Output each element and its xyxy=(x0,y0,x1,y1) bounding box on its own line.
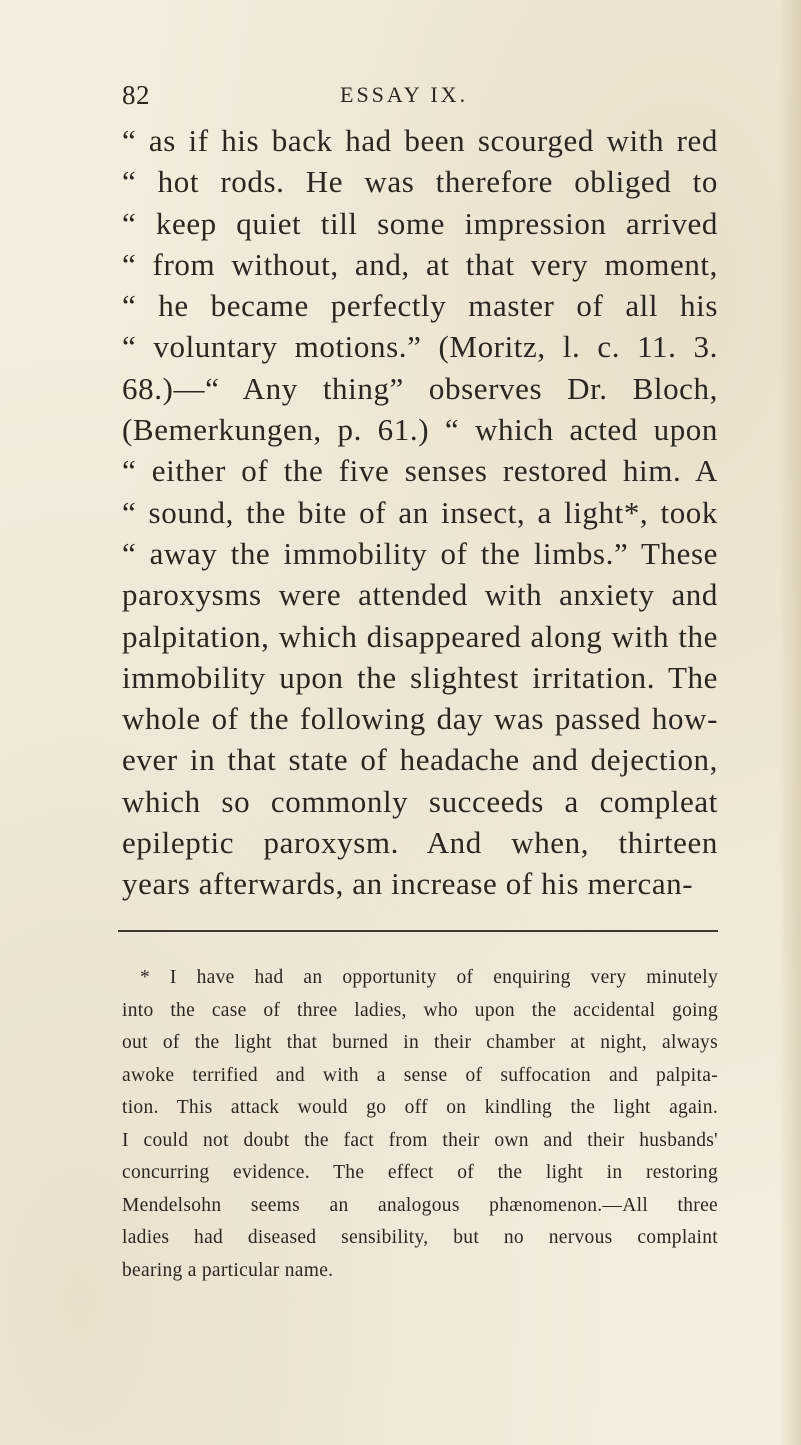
text-line: years afterwards, an increase of his mercan- xyxy=(122,866,694,902)
text-line: (Bemerkungen, p. 61.) “ which acted upon xyxy=(122,412,718,448)
text-line: “ voluntary motions.” (Moritz, l. c. 11. 3. xyxy=(122,329,718,365)
text-line: 68.)—“ Any thing” observes Dr. Bloch, xyxy=(122,370,718,406)
text-line: palpitation, which disappeared along with the xyxy=(122,618,718,654)
page-header xyxy=(122,80,684,116)
footnote-line: bearing a particular name. xyxy=(122,1259,334,1281)
text-line: “ hot rods. He was therefore obliged to xyxy=(122,164,718,200)
text-line: whole of the following day was passed how- xyxy=(122,701,718,737)
footnote-line: concurring evidence. The effect of the light in restoring xyxy=(122,1162,718,1183)
text-line: ever in that state of headache and dejection, xyxy=(122,742,718,778)
footnote-line: * I have had an opportunity of enquiring very minutely xyxy=(140,967,718,988)
text-line: which so commonly succeeds a compleat xyxy=(122,783,718,819)
running-head: ESSAY IX. xyxy=(340,82,469,107)
footnote-line: out of the light that burned in their chamber at night, always xyxy=(122,1032,718,1053)
text-line: epileptic paroxysm. And when, thirteen xyxy=(122,825,718,861)
footnote-line: into the case of three ladies, who upon the accidental going xyxy=(122,999,718,1021)
text-line: immobility upon the slightest irritation. The xyxy=(122,659,718,695)
footnote xyxy=(122,962,718,1287)
footnote-line: tion. This attack would go off on kindling the light again. xyxy=(122,1097,718,1118)
text-line: “ he became perfectly master of all his xyxy=(122,288,718,324)
footnote-line: awoke terrified and with a sense of suffocation and palpita- xyxy=(122,1064,718,1086)
text-line: “ from without, and, at that very moment, xyxy=(122,246,718,282)
page-number: 82 xyxy=(122,80,150,110)
footnote-rule xyxy=(118,930,718,932)
text-line: “ either of the five senses restored him. A xyxy=(122,453,718,489)
text-line: “ sound, the bite of an insect, a light*, took xyxy=(122,494,718,530)
footnote-line: Mendelsohn seems an analogous phænomenon.—All three xyxy=(122,1194,718,1216)
text-line: “ away the immobility of the limbs.” These xyxy=(122,535,718,571)
text-line: paroxysms were attended with anxiety and xyxy=(122,577,718,613)
text-line: “ as if his back had been scourged with red xyxy=(122,123,718,158)
text-line: “ keep quiet till some impression arrived xyxy=(122,205,718,241)
footnote-line: I could not doubt the fact from their own and their husbands' xyxy=(122,1129,718,1151)
page-edge-shadow xyxy=(779,0,801,1445)
main-text xyxy=(122,120,718,905)
footnote-line: ladies had diseased sensibility, but no nervous complaint xyxy=(122,1227,718,1248)
